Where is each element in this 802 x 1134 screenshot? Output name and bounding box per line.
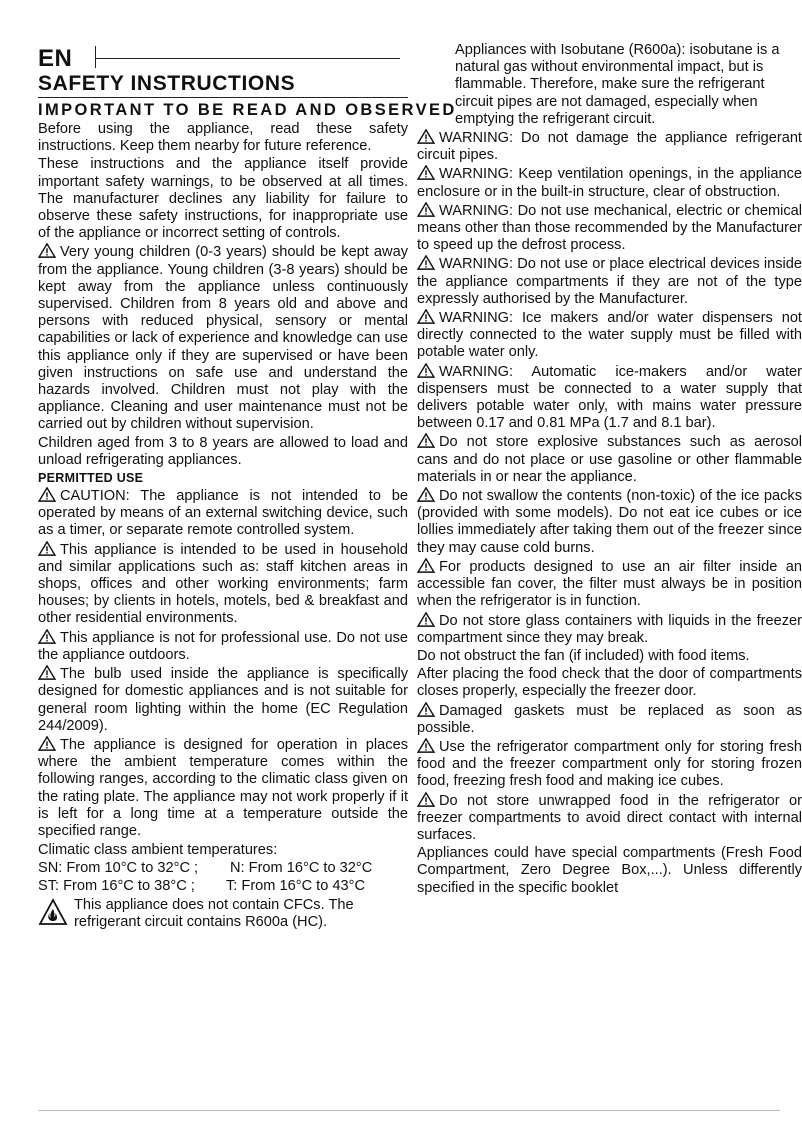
warning-triangle-icon xyxy=(417,558,435,573)
language-code: EN xyxy=(38,45,73,72)
climatic-row-1 xyxy=(38,859,408,877)
household-paragraph xyxy=(38,541,408,628)
children-loading-text: Children aged from 3 to 8 years are allowed to load and unload refrigerating appliances. xyxy=(38,434,408,468)
glass-paragraph xyxy=(417,612,802,647)
filter-text: For products designed to use an air filter inside an accessible fan cover, the filter must always be in position when the refrigerator is in function. xyxy=(417,558,802,610)
warning-ventilation-text: WARNING: Keep ventilation openings, in the appliance enclosure or in the built-in structure, clear of obstruction. xyxy=(417,166,802,200)
climatic-st: ST: From 16°C to 38°C ; xyxy=(38,878,195,895)
warning-triangle-icon xyxy=(38,487,56,502)
right-column xyxy=(417,42,802,898)
warning-pipes xyxy=(417,129,802,164)
climatic-t: T: From 16°C to 43°C xyxy=(226,878,366,895)
warning-triangle-icon xyxy=(38,541,56,556)
warning-triangle-icon xyxy=(417,738,435,753)
children-warning xyxy=(38,243,408,433)
warning-triangle-icon xyxy=(38,243,56,258)
ambient-text: The appliance is designed for operation in places where the ambient temperature comes within the following ranges, according to the climatic class given on the rating plate. The appliance may not work properly if it is left for a long time at a temperature outside the specified range. xyxy=(38,736,408,839)
warning-triangle-icon xyxy=(38,665,56,680)
warning-icemakers xyxy=(417,309,802,362)
climatic-title xyxy=(38,841,408,859)
household-text: This appliance is intended to be used in household and similar applications such as: staff kitchen areas in shops, offices and other working environments; farm houses; by clients in hotels, motels, bed & breakfast and other residential environments. xyxy=(38,541,408,627)
ambient-paragraph xyxy=(38,736,408,840)
warning-triangle-icon xyxy=(417,487,435,502)
warning-water-supply xyxy=(417,363,802,433)
bulb-paragraph xyxy=(38,665,408,735)
climatic-title-text: Climatic class ambient temperatures: xyxy=(38,842,278,859)
icepacks-paragraph xyxy=(417,487,802,557)
children-warning-text: Very young children (0-3 years) should be kept away from the appliance. Young children (3-8 years) should be kept away from the appliance unless continuously supervised. Children from 8 years old and above and persons with reduced physical, sensory or mental capabilities or lack of experience and knowledge can use this appliance only if they are supervised or have been given instructions on safe use and understand the hazards involved. Children must not play with the appliance. Cleaning and user maintenance must not be carried out by children without supervision. xyxy=(38,244,408,433)
warning-electrical xyxy=(417,255,802,308)
intro-paragraph-2: These instructions and the appliance itself provide important safety warnings, to be observed at all times. The manufacturer declines any liability for failure to observe these safety instructions, for inappropriate use of the appliance or incorrect setting of controls. xyxy=(38,156,408,242)
warning-triangle-icon xyxy=(417,129,435,144)
warning-triangle-icon xyxy=(417,165,435,180)
footer-divider xyxy=(38,1110,780,1111)
gaskets-paragraph xyxy=(417,702,802,737)
page-subtitle: IMPORTANT TO BE READ AND OBSERVED xyxy=(38,101,457,119)
warning-water-supply-text: WARNING: Automatic ice-makers and/or water dispensers must be connected to a water supply that delivers potable water only, with mains water pressure between 0.17 and 0.81 MPa (1.7 and 8.1 bar). xyxy=(417,363,802,432)
climatic-row-2 xyxy=(38,877,408,895)
compartment-text: Use the refrigerator compartment only for storing fresh food and the freezer compartment only for storing frozen food, freezing fresh food and making ice cubes. xyxy=(417,738,802,790)
isobutane-paragraph: Appliances with Isobutane (R600a): isobutane is a natural gas without environmental impact, but is flammable. Therefore, make sure the refrigerant circuit pipes are not damaged, especially when emptying the refrigerant circuit. xyxy=(455,42,780,127)
warning-triangle-icon xyxy=(417,202,435,217)
professional-paragraph xyxy=(38,629,408,664)
warning-triangle-icon xyxy=(417,255,435,270)
climatic-sn: SN: From 10°C to 32°C ; xyxy=(38,860,199,877)
climatic-n: N: From 16°C to 32°C xyxy=(230,860,373,877)
warning-triangle-icon xyxy=(38,629,56,644)
professional-text: This appliance is not for professional use. Do not use the appliance outdoors. xyxy=(38,629,408,663)
warning-triangle-icon xyxy=(417,363,435,378)
glass-text: Do not store glass containers with liquids in the freezer compartment since they may break. xyxy=(417,612,802,646)
warning-triangle-icon xyxy=(38,736,56,751)
gaskets-text: Damaged gaskets must be replaced as soon as possible. xyxy=(417,702,802,736)
warning-defrost xyxy=(417,202,802,255)
warning-electrical-text: WARNING: Do not use or place electrical devices inside the appliance compartments if they are not of the type expressly authorised by the Manufacturer. xyxy=(417,256,802,307)
warning-defrost-text: WARNING: Do not use mechanical, electric or chemical means other than those recommended by the Manufacturer to speed up the defrost process. xyxy=(417,202,802,254)
permitted-use-heading: PERMITTED USE xyxy=(38,471,144,486)
intro-paragraph: Before using the appliance, read these safety instructions. Keep them nearby for future reference. xyxy=(38,121,408,155)
warning-pipes-text: WARNING: Do not damage the appliance refrigerant circuit pipes. xyxy=(417,130,802,164)
door-paragraph: After placing the food check that the door of compartments closes properly, especially the freezer door. xyxy=(417,666,802,700)
explosive-paragraph xyxy=(417,433,802,486)
unwrapped-text: Do not store unwrapped food in the refrigerator or freezer compartments to avoid direct contact with internal surfaces. xyxy=(417,792,802,843)
bulb-text: The bulb used inside the appliance is specifically designed for domestic appliances and is not suitable for general room lighting within the home (EC Regulation 244/2009). xyxy=(38,666,408,734)
left-column xyxy=(38,45,457,933)
warning-triangle-icon xyxy=(417,612,435,627)
special-compartments-paragraph: Appliances could have special compartments (Fresh Food Compartment, Zero Degree Box,...). Unless differently specified in the specific booklet xyxy=(417,845,802,896)
cfc-note xyxy=(38,897,408,932)
cfc-text: This appliance does not contain CFCs. The refrigerant circuit contains R600a (HC). xyxy=(74,897,354,931)
warning-icemakers-text: WARNING: Ice makers and/or water dispensers not directly connected to the water supply must be filled with potable water only. xyxy=(417,310,802,361)
unwrapped-paragraph xyxy=(417,792,802,845)
flammable-warning-icon xyxy=(38,897,68,927)
warning-triangle-icon xyxy=(417,309,435,324)
page-title: SAFETY INSTRUCTIONS xyxy=(38,72,408,98)
warning-triangle-icon xyxy=(417,433,435,448)
fan-paragraph: Do not obstruct the fan (if included) with food items. xyxy=(417,647,750,664)
warning-ventilation xyxy=(417,165,802,200)
compartment-paragraph xyxy=(417,738,802,791)
warning-triangle-icon xyxy=(417,702,435,717)
explosive-text: Do not store explosive substances such as aerosol cans and do not place or use gasoline or other flammable materials in or near the appliance. xyxy=(417,434,802,485)
caution-paragraph xyxy=(38,487,408,540)
warning-triangle-icon xyxy=(417,792,435,807)
caution-text: CAUTION: The appliance is not intended to be operated by means of an external switching device, such as a timer, or separate remote controlled system. xyxy=(38,488,408,539)
icepacks-text: Do not swallow the contents (non-toxic) of the ice packs (provided with some models). Do not eat ice cubes or ice lollies immediately after taking them out of the freezer since they may cause cold burns. xyxy=(417,488,802,556)
filter-paragraph xyxy=(417,558,802,611)
